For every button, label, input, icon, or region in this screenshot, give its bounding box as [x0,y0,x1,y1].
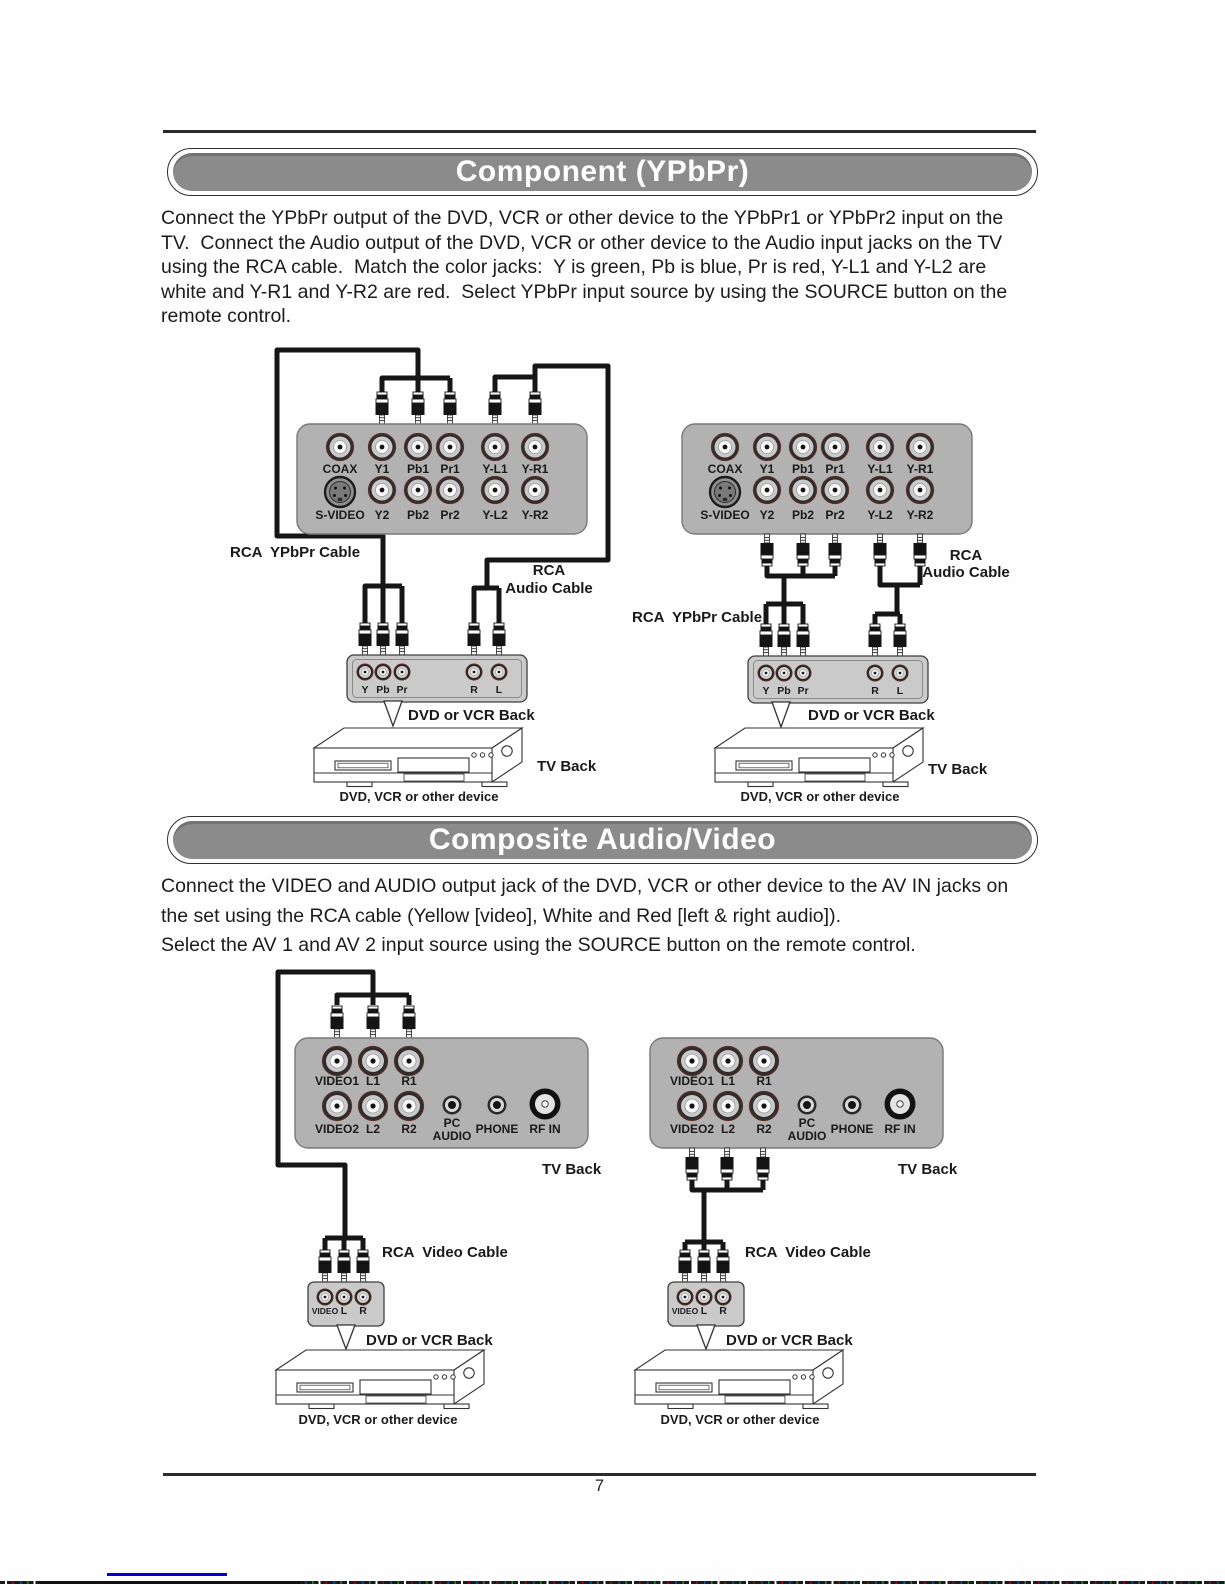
composite-diagrams [0,960,1225,1435]
device-caption: DVD, VCR or other device [660,1412,820,1427]
body-line: white and Y-R1 and Y-R2 are red. Select YPbPr input source by using the SOURCE button on the [161,280,1008,303]
scan-artifact-solid-strip [40,1581,300,1584]
callout-arrow [337,1325,355,1349]
body-line: Select the AV 1 and AV 2 input source using the SOURCE button on the remote control. [161,934,916,956]
page-number: 7 [594,1477,605,1495]
body-line: TV. Connect the Audio output of the DVD, VCR or other device to the Audio input jacks on the TV [161,231,1003,254]
composite-diagram-right [635,1038,958,1427]
dvd-back-label: DVD or VCR Back [408,707,535,724]
component-section-title: Component (YPbPr) [173,153,1032,191]
tv-back-label: TV Back [537,758,597,775]
device-caption: DVD, VCR or other device [298,1412,458,1427]
audio-cable-label-line2: Audio Cable [922,564,1010,581]
callout-arrow [384,701,402,726]
composite-section-title: Composite Audio/Video [173,821,1032,859]
scan-artifact-blue-line [107,1573,227,1576]
audio-cable-label-line1: RCA [532,562,566,579]
ypbpr-cable-label: RCA YPbPr Cable [230,544,361,561]
component-diagram-left [230,350,608,804]
tv-back-label: TV Back [898,1161,958,1178]
composite-diagram-left [276,972,602,1427]
tv-back-label: TV Back [928,761,988,778]
body-line: Connect the YPbPr output of the DVD, VCR or other device to the YPbPr1 or YPbPr2 input on the [161,207,1004,229]
body-line: using the RCA cable. Match the color jacks: Y is green, Pb is blue, Pr is red, Y-L1 and Y-L2 are [161,256,987,278]
ypbpr-cable-label: RCA YPbPr Cable [632,609,763,626]
callout-arrow [772,702,790,727]
composite-section-banner [167,816,1038,864]
device-caption: DVD, VCR or other device [740,789,900,804]
footer-rule [163,1473,1036,1476]
audio-cable-path [875,565,920,624]
body-line: the set using the RCA cable (Yellow [video], White and Red [left & right audio]). [161,904,841,927]
callout-arrow [697,1325,715,1349]
dvd-back-label: DVD or VCR Back [808,707,935,724]
device-caption: DVD, VCR or other device [339,789,499,804]
tv-back-label: TV Back [542,1161,602,1178]
body-line: remote control. [161,305,292,327]
component-diagram-right [632,424,1010,804]
audio-cable-label-line1: RCA [949,547,983,564]
dvd-back-label: DVD or VCR Back [366,1332,493,1349]
video-cable-path [685,1179,763,1250]
video-cable-label: RCA Video Cable [745,1244,871,1261]
body-line: Connect the VIDEO and AUDIO output jack of the DVD, VCR or other device to the AV IN jacks on [161,875,1009,897]
dvd-back-label: DVD or VCR Back [726,1332,853,1349]
top-rule [163,130,1036,133]
component-diagrams [0,340,1225,810]
ypbpr-cable-path [766,565,835,624]
component-section-banner [167,148,1038,196]
composite-body-paragraph [161,872,1041,961]
audio-cable-label-line2: Audio Cable [505,580,593,597]
video-cable-label: RCA Video Cable [382,1244,508,1261]
component-body-paragraph [161,206,1041,329]
